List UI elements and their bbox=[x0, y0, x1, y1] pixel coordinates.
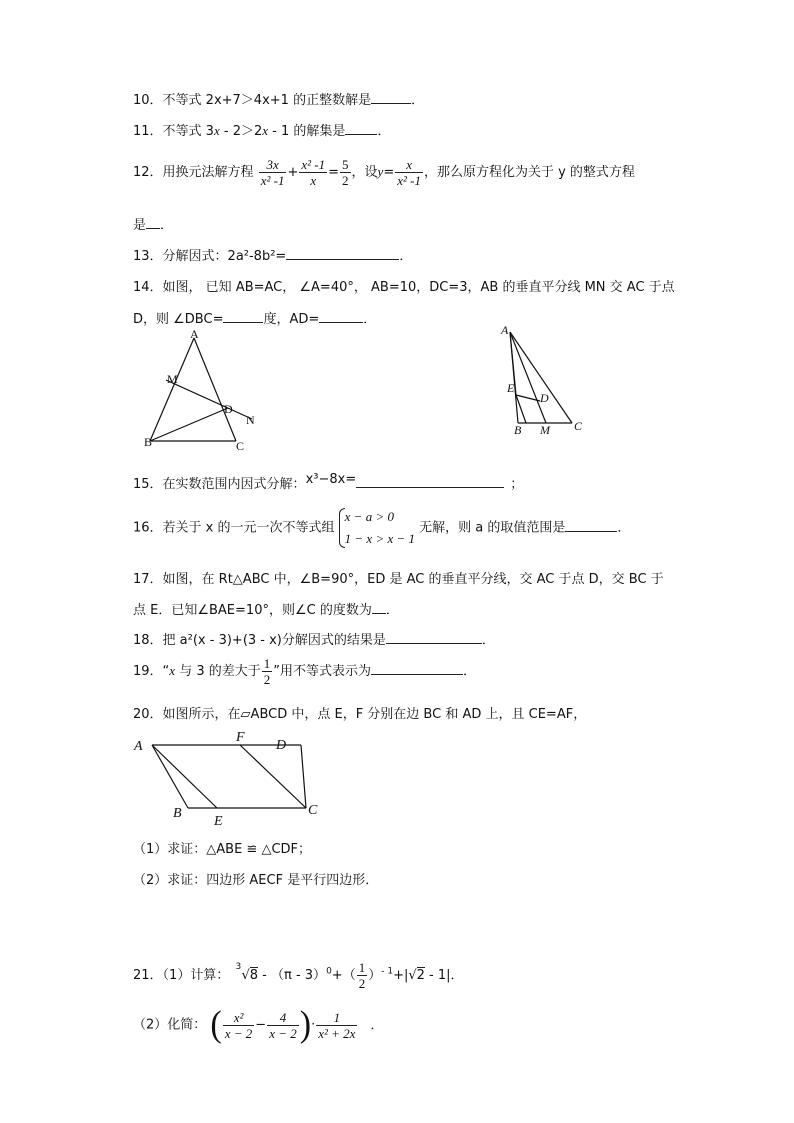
cube-root: 3 √8 bbox=[235, 962, 259, 983]
q-number: 17． bbox=[133, 572, 163, 587]
fraction: $\frac{1}{2}$ bbox=[358, 960, 366, 991]
question-14: 14．如图， 已知 AB=AC， ∠A=40°， AB=10，DC=3，AB 的垂直平分线 MN 交 AC 于点 bbox=[133, 280, 675, 295]
question-20-part2: （2）求证：四边形 AECF 是平行四边形． bbox=[133, 873, 379, 888]
question-20-part1: （1）求证：△ABE ≌ △CDF； bbox=[133, 842, 312, 857]
label-C: C bbox=[236, 439, 245, 453]
label-A: A bbox=[190, 328, 199, 341]
label-F: F bbox=[236, 730, 245, 745]
label-D: D bbox=[276, 738, 287, 753]
label-E: E bbox=[214, 814, 223, 828]
q-number: 16． bbox=[133, 520, 163, 536]
label-C: C bbox=[574, 419, 583, 433]
q-number: 18． bbox=[133, 633, 163, 648]
label-B: B bbox=[514, 423, 522, 436]
q-number: 19． bbox=[133, 664, 163, 679]
q-number: 12． bbox=[133, 165, 163, 180]
fraction: $\frac{1}{2}$ bbox=[263, 656, 271, 687]
label-M: M bbox=[540, 423, 550, 436]
question-17: 17．如图，在 Rt△ABC 中，∠B=90°，ED 是 AC 的垂直平分线，交 AC 于点 D，交 BC 于 bbox=[133, 572, 664, 587]
q-text: 不等式 2x+7＞4x+1 的正整数解是 bbox=[162, 93, 372, 108]
question-16: 16．若关于 x 的一元一次不等式组 x − a > 0 1 − x > x − 1 无解，则 a 的取值范围是 ． bbox=[133, 506, 630, 550]
answer-blank[interactable] bbox=[356, 475, 504, 488]
q-number: 13． bbox=[133, 249, 163, 264]
figure-right-triangle bbox=[496, 322, 596, 436]
question-12-line2: 是 ． bbox=[133, 218, 174, 233]
q-number: 10． bbox=[133, 93, 163, 108]
fraction: $\frac{1}{\text{x² + 2x}}$ bbox=[318, 1009, 356, 1041]
inequality-system: x − a > 0 1 − x > x − 1 bbox=[339, 506, 415, 550]
q-number: 20． bbox=[133, 707, 163, 722]
figure-isosceles-triangle bbox=[140, 328, 270, 454]
question-17-line2: 点 E．已知∠BAE=10°，则∠C 的度数为 ． bbox=[133, 603, 399, 618]
answer-blank[interactable] bbox=[146, 216, 160, 229]
q-number: 11． bbox=[133, 124, 163, 139]
question-10: 10．不等式 2x+7＞4x+1 的正整数解是 ． bbox=[133, 93, 425, 108]
question-13: 13．分解因式：2a²-8b²= ． bbox=[133, 249, 413, 264]
label-A: A bbox=[134, 739, 143, 754]
answer-blank[interactable] bbox=[565, 519, 617, 532]
answer-blank[interactable] bbox=[371, 662, 463, 675]
fraction: $\frac{\text{x²}}{x - 2}$ bbox=[224, 1009, 253, 1041]
question-15: 15．在实数范围内因式分解：x³−8x= ； bbox=[133, 472, 524, 492]
answer-blank[interactable] bbox=[371, 91, 411, 104]
fraction: $\frac{3x}{\text{x² -1}}$ bbox=[260, 157, 285, 188]
fraction: $\frac{\text{x² -1}}{x}$ bbox=[301, 157, 326, 188]
answer-blank[interactable] bbox=[319, 310, 363, 323]
square-root: √2 bbox=[408, 968, 425, 983]
label-M: M bbox=[167, 372, 178, 386]
question-21-part2: （2）化简： ( $\frac{\text{x²}}{x - 2}$ − $\frac{4}{x - 2}$ )· $\frac{1}{\text{x² + 2x}}$ ． bbox=[133, 1004, 384, 1045]
answer-blank[interactable] bbox=[386, 631, 482, 644]
question-12: 12．用换元法解方程 $\frac{3x}{\text{x² -1}}$ + $\frac{\text{x² -1}}{x}$ = $\frac{5}{2}$ ，设y= $\frac{x}{\text{x² -1}}$ ，那么原方程化为关于 y 的整式方程 bbox=[133, 157, 635, 188]
figure-parallelogram bbox=[128, 728, 328, 828]
label-A: A bbox=[501, 323, 509, 337]
answer-blank[interactable] bbox=[345, 122, 377, 135]
fraction: $\frac{5}{2}$ bbox=[342, 157, 349, 188]
label-D: D bbox=[540, 391, 549, 405]
fraction: $\frac{4}{x - 2}$ bbox=[269, 1009, 297, 1041]
question-19: 19．“x 与 3 的差大于 $\frac{1}{2}$ ”用不等式表示为 ． bbox=[133, 656, 477, 687]
answer-blank[interactable] bbox=[286, 247, 399, 260]
question-18: 18．把 a²(x - 3)+(3 - x)分解因式的结果是 ． bbox=[133, 633, 495, 648]
question-21-part1: 21．（1）计算： 3 √8 - （π - 3）$^0$+（ $\frac{1}{2}$ ）$^{- 1}$+|√2 - 1|． bbox=[133, 960, 464, 991]
answer-blank[interactable] bbox=[372, 601, 386, 614]
label-N: N bbox=[246, 413, 255, 427]
question-20: 20．如图所示，在▱ABCD 中，点 E，F 分别在边 BC 和 AD 上，且 CE=AF， bbox=[133, 707, 587, 722]
answer-blank[interactable] bbox=[223, 310, 263, 323]
q-number: 15． bbox=[133, 477, 163, 492]
label-E: E bbox=[507, 381, 515, 395]
label-B: B bbox=[144, 435, 153, 449]
label-B: B bbox=[173, 806, 182, 821]
label-D: D bbox=[224, 402, 233, 416]
fraction: $\frac{x}{\text{x² -1}}$ bbox=[397, 157, 421, 188]
q-number: 14． bbox=[133, 280, 163, 295]
question-14-line2: D，则 ∠DBC= 度，AD= ． bbox=[133, 312, 377, 327]
q-number: 21． bbox=[133, 968, 163, 983]
question-11: 11．不等式 3x - 2＞2x - 1 的解集是 ． bbox=[133, 123, 391, 139]
label-C: C bbox=[308, 803, 318, 818]
